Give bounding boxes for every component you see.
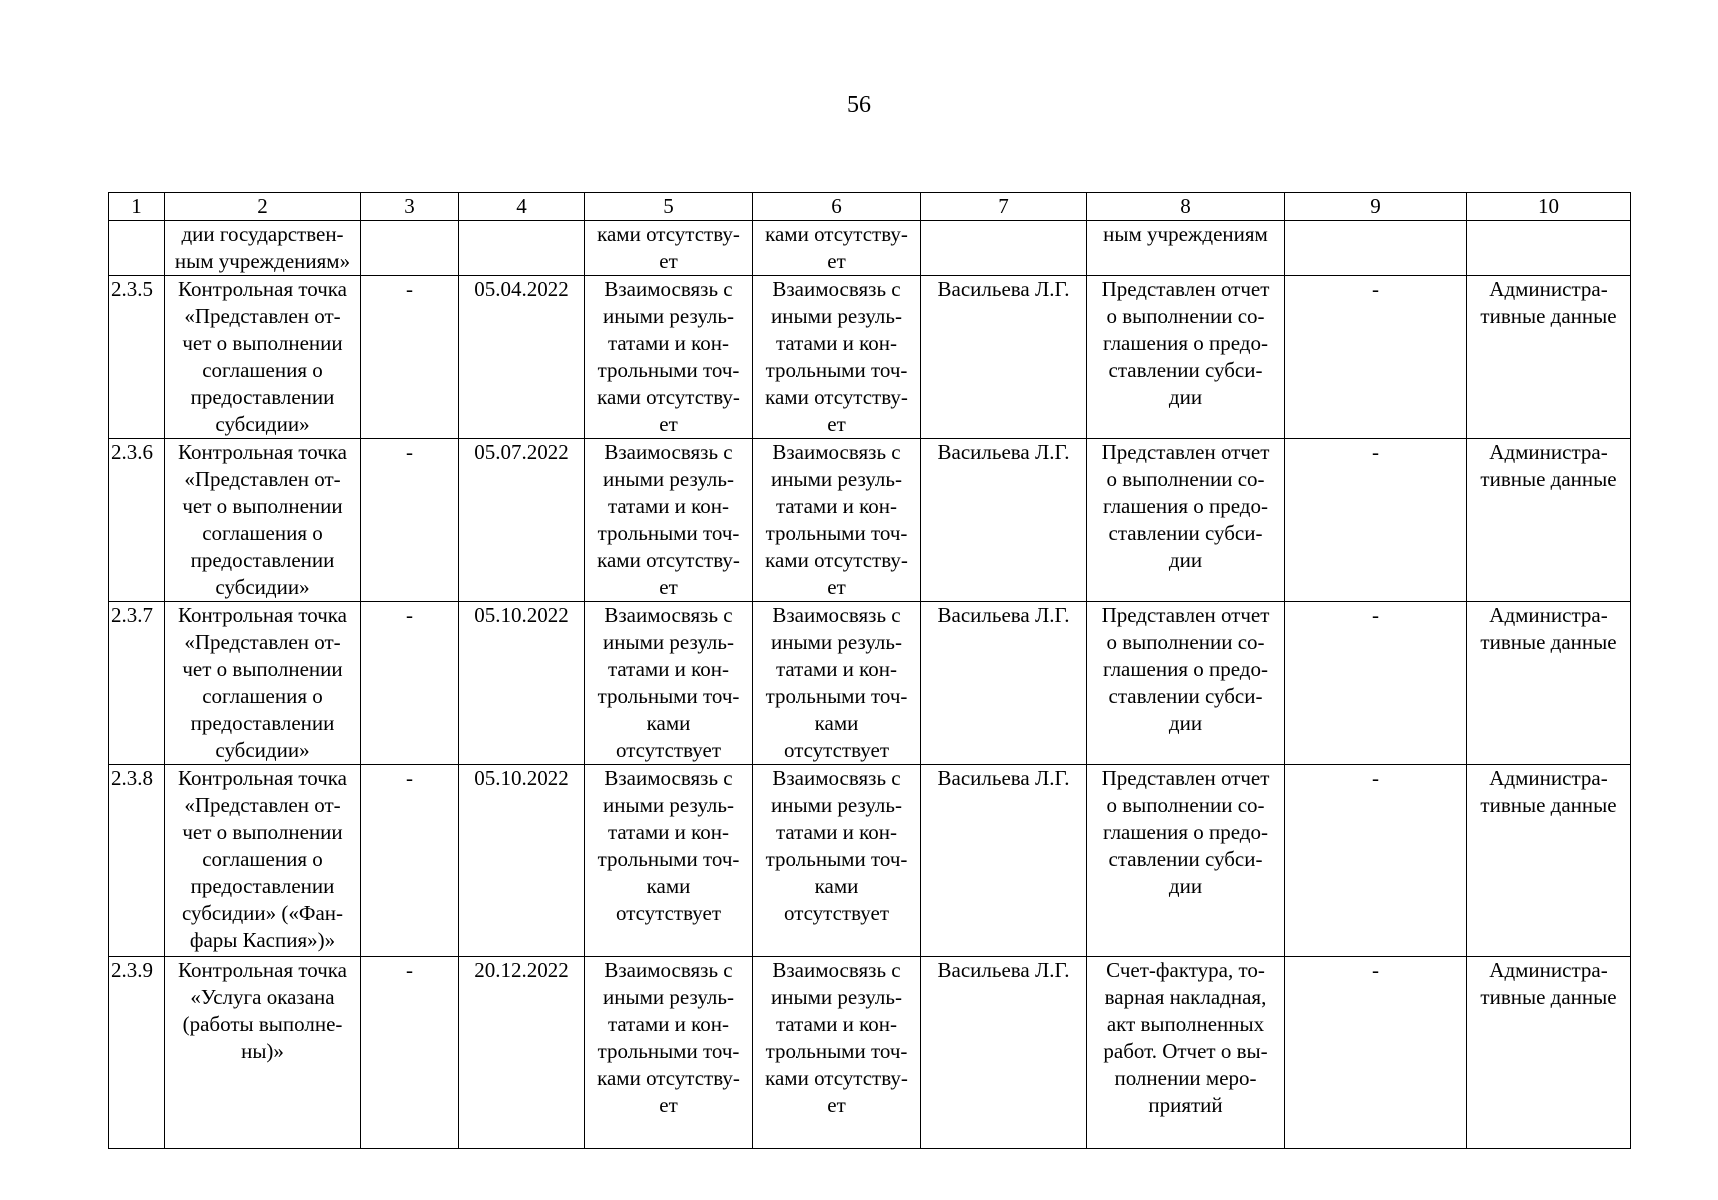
column-header: 6	[753, 193, 921, 221]
column-header: 9	[1285, 193, 1467, 221]
name-cell: Контрольная точка «Представлен от- чет о выполнении соглашения о предоставлении субсидии»	[165, 276, 361, 439]
source-cell: Администра- тивные данные	[1467, 957, 1631, 1149]
column-header: 10	[1467, 193, 1631, 221]
row-number-cell: 2.3.9	[109, 957, 165, 1149]
responsible-cell: Васильева Л.Г.	[921, 765, 1087, 957]
relation-cell: Взаимосвязь с иными резуль- татами и кон- трольными точ- ками отсутству- ет	[585, 439, 753, 602]
row-number-cell: 2.3.7	[109, 602, 165, 765]
col3-cell: -	[361, 602, 459, 765]
column-number-header-row	[109, 193, 1631, 221]
relation-cell: Взаимосвязь с иными резуль- татами и кон- трольными точ- ками отсутствует	[753, 602, 921, 765]
col3-cell: -	[361, 957, 459, 1149]
col3-cell: -	[361, 765, 459, 957]
responsible-cell: Васильева Л.Г.	[921, 602, 1087, 765]
relation-cell: Взаимосвязь с иными резуль- татами и кон- трольными точ- ками отсутству- ет	[753, 276, 921, 439]
date-cell	[459, 221, 585, 276]
date-cell: 05.10.2022	[459, 602, 585, 765]
relation-cell: Взаимосвязь с иными резуль- татами и кон- трольными точ- ками отсутствует	[753, 765, 921, 957]
document-cell: Представлен отчет о выполнении со- глашения о предо- ставлении субси- дии	[1087, 602, 1285, 765]
table-row	[109, 276, 1631, 439]
date-cell: 05.04.2022	[459, 276, 585, 439]
relation-cell: Взаимосвязь с иными резуль- татами и кон- трольными точ- ками отсутству- ет	[585, 276, 753, 439]
relation-cell: Взаимосвязь с иными резуль- татами и кон- трольными точ- ками отсутствует	[585, 602, 753, 765]
col3-cell: -	[361, 439, 459, 602]
relation-cell: Взаимосвязь с иными резуль- татами и кон- трольными точ- ками отсутству- ет	[753, 957, 921, 1149]
document-cell: Представлен отчет о выполнении со- глашения о предо- ставлении субси- дии	[1087, 276, 1285, 439]
column-header: 7	[921, 193, 1087, 221]
responsible-cell: Васильева Л.Г.	[921, 276, 1087, 439]
table-row	[109, 957, 1631, 1149]
col9-cell: -	[1285, 276, 1467, 439]
column-header: 8	[1087, 193, 1285, 221]
table-row	[109, 765, 1631, 957]
col9-cell: -	[1285, 765, 1467, 957]
page-number: 56	[847, 92, 871, 118]
document-cell: Представлен отчет о выполнении со- глашения о предо- ставлении субси- дии	[1087, 439, 1285, 602]
name-cell: Контрольная точка «Представлен от- чет о выполнении соглашения о предоставлении субсидии»	[165, 602, 361, 765]
column-header: 3	[361, 193, 459, 221]
source-cell: Администра- тивные данные	[1467, 439, 1631, 602]
source-cell: Администра- тивные данные	[1467, 602, 1631, 765]
relation-cell: ками отсутству- ет	[753, 221, 921, 276]
col9-cell: -	[1285, 957, 1467, 1149]
relation-cell: Взаимосвязь с иными резуль- татами и кон- трольными точ- ками отсутствует	[585, 765, 753, 957]
name-cell: Контрольная точка «Услуга оказана (работы выполне- ны)»	[165, 957, 361, 1149]
source-cell: Администра- тивные данные	[1467, 765, 1631, 957]
relation-cell: Взаимосвязь с иными резуль- татами и кон- трольными точ- ками отсутству- ет	[585, 957, 753, 1149]
col9-cell: -	[1285, 439, 1467, 602]
col9-cell: -	[1285, 602, 1467, 765]
row-number-cell: 2.3.6	[109, 439, 165, 602]
col3-cell: -	[361, 276, 459, 439]
document-cell: Счет-фактура, то- варная накладная, акт выполненных работ. Отчет о вы- полнении меро- приятий	[1087, 957, 1285, 1149]
column-header: 2	[165, 193, 361, 221]
name-cell: Контрольная точка «Представлен от- чет о выполнении соглашения о предоставлении субсидии» («Фан- фары Каспия»)»	[165, 765, 361, 957]
col3-cell	[361, 221, 459, 276]
control-points-table	[108, 192, 1631, 1149]
name-cell: дии государствен- ным учреждениям»	[165, 221, 361, 276]
document-cell: Представлен отчет о выполнении со- глашения о предо- ставлении субси- дии	[1087, 765, 1285, 957]
column-header: 5	[585, 193, 753, 221]
relation-cell: Взаимосвязь с иными резуль- татами и кон- трольными точ- ками отсутству- ет	[753, 439, 921, 602]
name-cell: Контрольная точка «Представлен от- чет о выполнении соглашения о предоставлении субсидии»	[165, 439, 361, 602]
table-row	[109, 439, 1631, 602]
responsible-cell: Васильева Л.Г.	[921, 439, 1087, 602]
row-number-cell: 2.3.8	[109, 765, 165, 957]
col9-cell	[1285, 221, 1467, 276]
source-cell	[1467, 221, 1631, 276]
responsible-cell	[921, 221, 1087, 276]
row-number-cell	[109, 221, 165, 276]
date-cell: 05.10.2022	[459, 765, 585, 957]
responsible-cell: Васильева Л.Г.	[921, 957, 1087, 1149]
column-header: 1	[109, 193, 165, 221]
document-cell: ным учреждениям	[1087, 221, 1285, 276]
table-row	[109, 602, 1631, 765]
date-cell: 20.12.2022	[459, 957, 585, 1149]
relation-cell: ками отсутству- ет	[585, 221, 753, 276]
source-cell: Администра- тивные данные	[1467, 276, 1631, 439]
date-cell: 05.07.2022	[459, 439, 585, 602]
continuation-row	[109, 221, 1631, 276]
column-header: 4	[459, 193, 585, 221]
row-number-cell: 2.3.5	[109, 276, 165, 439]
